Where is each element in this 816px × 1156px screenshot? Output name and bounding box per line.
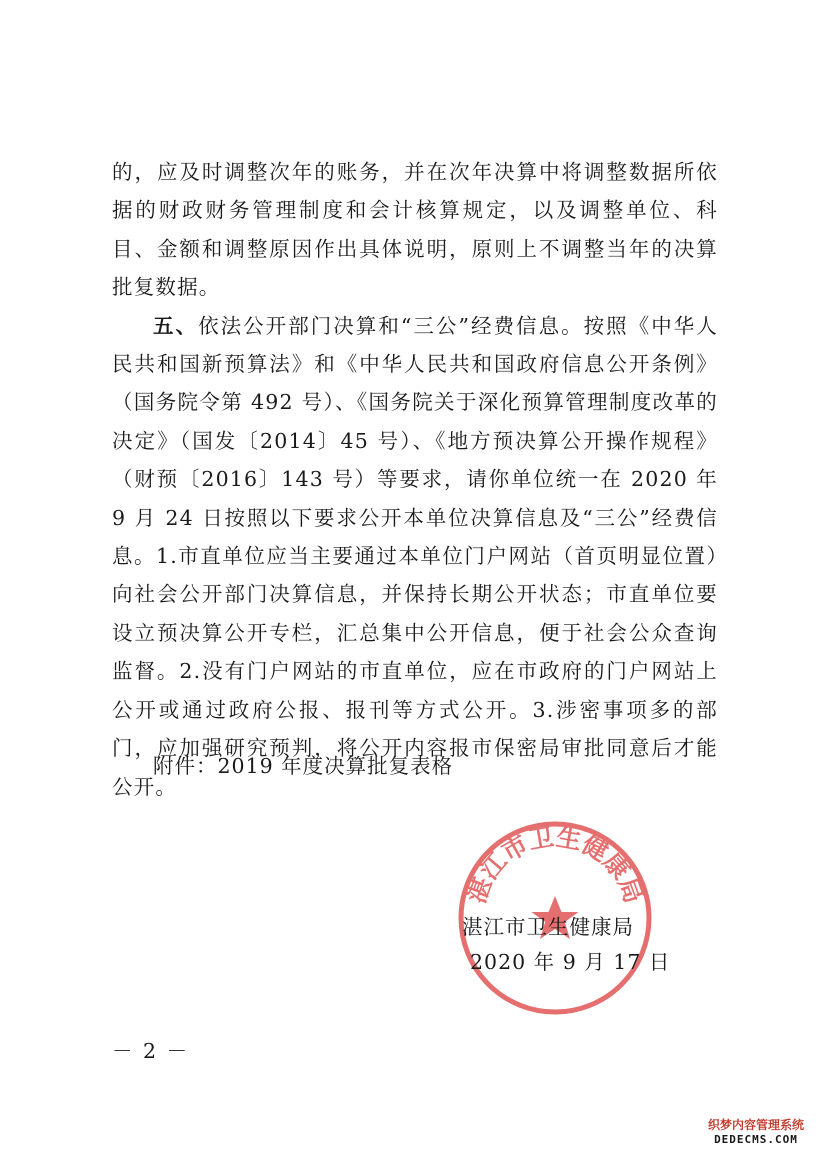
issue-date: 2020 年 9 月 17 日	[470, 950, 671, 974]
watermark-domain: DEDECMS.COM	[714, 1133, 798, 1146]
seal-text: 湛江市卫生健康局	[461, 822, 649, 907]
paragraph-continuation: 的，应及时调整次年的账务，并在次年决算中将调整数据所依据的财政财务管理制度和会计核算规定，以及调整单位、科目、金额和调整原因作出具体说明，原则上不调整当年的决算批复数据。	[112, 160, 718, 300]
paragraph-section-five	[112, 307, 718, 806]
issuer-name: 湛江市卫生健康局	[462, 915, 634, 939]
section-number: 五、	[153, 313, 199, 338]
watermark-title: 织梦内容管理系统	[707, 1118, 804, 1132]
document-body	[112, 153, 718, 806]
dedecms-watermark	[704, 1116, 808, 1146]
section-five-text: 依法公开部门决算和“三公”经费信息。按照《中华人民共和国新预算法》和《中华人民共和国政府信息公开条例》（国务院令第 492 号）、《国务院关于深化预算管理制度改革的决定》（国发〔2014〕45 号）、《地方预决算公开操作规程》（财预〔2016〕143 号）等要求，请你单位统一在 2020 年 9 月 24 日按照以下要求公开本单位决算信息及“三公”经费信息。1.市直单位应当主要通过本单位门户网站（首页明显位置）向社会公开部门决算信息，并保持长期公开状态；市直单位要设立预决算公开专栏，汇总集中公开信息，便于社会公众查询监督。2.没有门户网站的市直单位，应在市政府的门户网站上公开或通过政府公报、报刊等方式公开。3.涉密事项多的部门，应加强研究预判，将公开内容报市保密局审批同意后才能公开。	[112, 313, 718, 799]
page-number: － 2 －	[112, 1039, 190, 1063]
attachment-line: 附件：2019 年度决算批复表格	[153, 754, 454, 778]
